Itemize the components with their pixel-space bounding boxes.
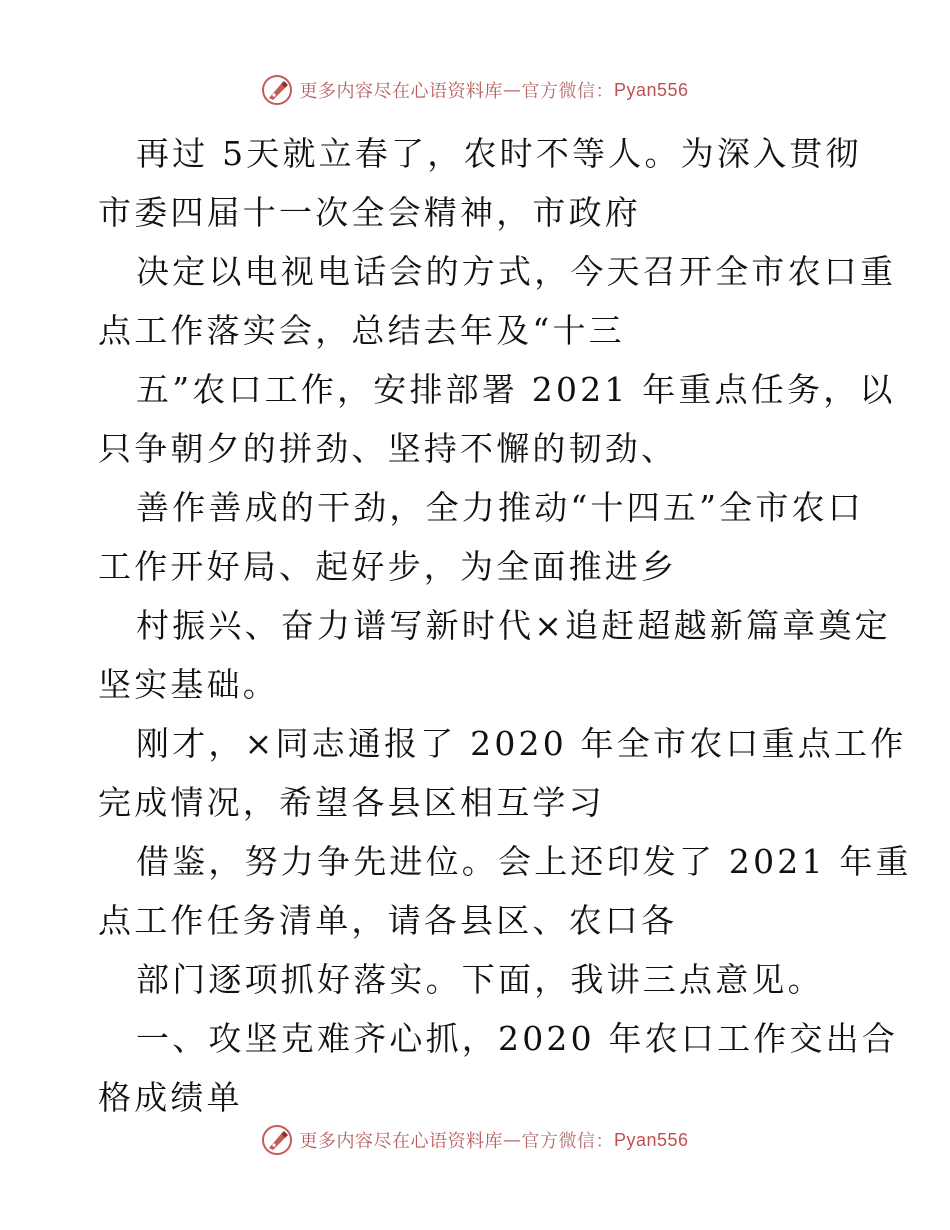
body-line: 再过 5天就立春了，农时不等人。为深入贯彻 bbox=[136, 134, 862, 173]
pen-nib-logo-icon bbox=[261, 1124, 293, 1156]
body-line: 部门逐项抓好落实。下面，我讲三点意见。 bbox=[136, 960, 824, 999]
body-line: 完成情况，希望各县区相互学习 bbox=[98, 783, 605, 822]
body-line: 决定以电视电话会的方式，今天召开全市农口重 bbox=[136, 252, 897, 291]
body-line: 点工作落实会，总结去年及“十三 bbox=[98, 311, 625, 350]
body-line: 市委四届十一次全会精神，市政府 bbox=[98, 193, 641, 232]
watermark-separator: — bbox=[502, 1129, 522, 1151]
header-watermark bbox=[0, 70, 950, 110]
watermark-text: 更多内容尽在心语资料库 bbox=[299, 1131, 503, 1152]
body-line: 工作开好局、起好步，为全面推进乡 bbox=[98, 547, 678, 586]
watermark-id: Pyan556 bbox=[613, 1129, 689, 1150]
body-line: 只争朝夕的拼劲、坚持不懈的韧劲、 bbox=[98, 429, 678, 468]
document-body bbox=[98, 124, 912, 1127]
footer-watermark bbox=[0, 1120, 950, 1160]
body-line: 借鉴，努力争先进位。会上还印发了 2021 年重 bbox=[136, 842, 912, 881]
body-line: 村振兴、奋力谱写新时代×追赶超越新篇章奠定 bbox=[136, 606, 891, 645]
section-heading-line: 格成绩单 bbox=[98, 1078, 243, 1117]
body-line: 点工作任务清单，请各县区、农口各 bbox=[98, 901, 678, 940]
body-line: 五”农口工作，安排部署 2021 年重点任务，以 bbox=[136, 370, 896, 409]
section-heading-line: 一、攻坚克难齐心抓，2020 年农口工作交出合 bbox=[136, 1019, 899, 1058]
watermark-label: 官方微信： bbox=[521, 1131, 614, 1152]
body-line: 刚才，×同志通报了 2020 年全市农口重点工作 bbox=[136, 724, 907, 763]
body-line: 善作善成的干劲，全力推动“十四五”全市农口 bbox=[136, 488, 864, 527]
watermark-text: 更多内容尽在心语资料库 bbox=[299, 81, 503, 102]
watermark-label: 官方微信： bbox=[521, 81, 614, 102]
pen-nib-logo-icon bbox=[261, 74, 293, 106]
body-line: 坚实基础。 bbox=[98, 665, 279, 704]
watermark-separator: — bbox=[502, 79, 522, 101]
watermark-id: Pyan556 bbox=[613, 79, 689, 100]
